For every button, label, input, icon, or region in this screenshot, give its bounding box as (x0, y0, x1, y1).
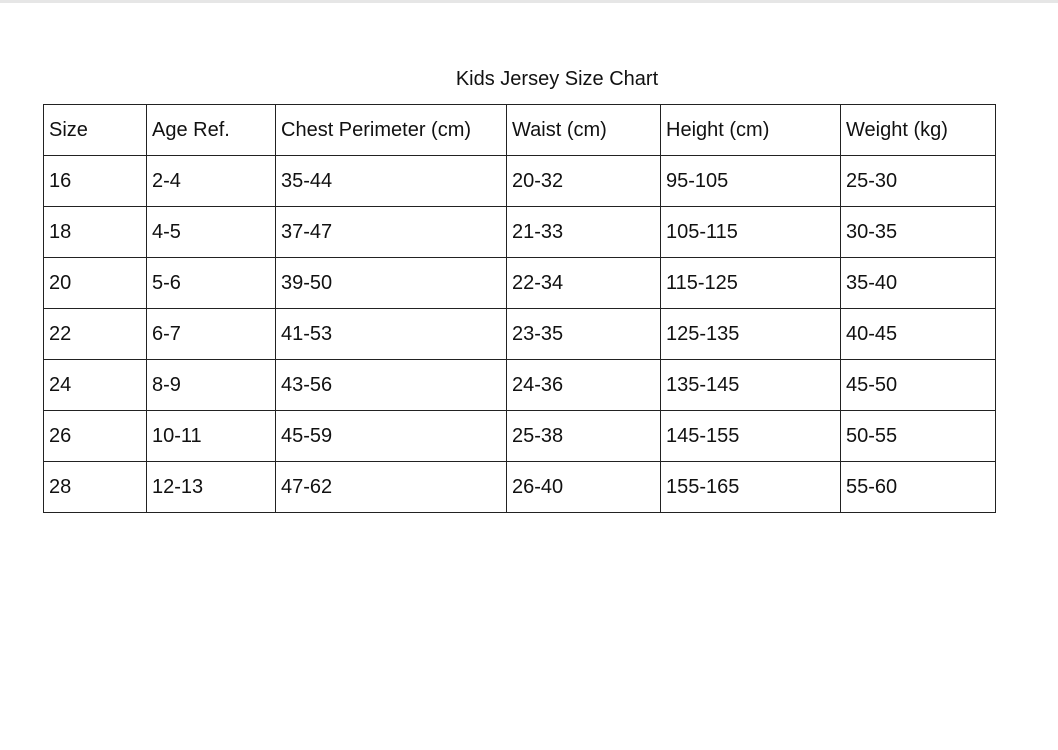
cell-weight: 30-35 (841, 207, 996, 258)
cell-waist: 20-32 (507, 156, 661, 207)
table-row (44, 258, 996, 309)
header-age-ref: Age Ref. (147, 105, 276, 156)
cell-chest-perimeter: 45-59 (276, 411, 507, 462)
cell-chest-perimeter: 41-53 (276, 309, 507, 360)
cell-chest-perimeter: 37-47 (276, 207, 507, 258)
cell-height: 135-145 (661, 360, 841, 411)
top-divider (0, 0, 1058, 3)
page-title: Kids Jersey Size Chart (455, 68, 659, 90)
header-size: Size (44, 105, 147, 156)
cell-age-ref: 8-9 (147, 360, 276, 411)
cell-chest-perimeter: 47-62 (276, 462, 507, 513)
table-row (44, 360, 996, 411)
cell-weight: 25-30 (841, 156, 996, 207)
cell-size: 16 (44, 156, 147, 207)
cell-waist: 22-34 (507, 258, 661, 309)
cell-size: 28 (44, 462, 147, 513)
table-row (44, 462, 996, 513)
cell-weight: 35-40 (841, 258, 996, 309)
cell-waist: 25-38 (507, 411, 661, 462)
cell-waist: 21-33 (507, 207, 661, 258)
cell-waist: 26-40 (507, 462, 661, 513)
cell-weight: 40-45 (841, 309, 996, 360)
table-row (44, 156, 996, 207)
cell-height: 125-135 (661, 309, 841, 360)
cell-height: 155-165 (661, 462, 841, 513)
table-row (44, 309, 996, 360)
cell-waist: 24-36 (507, 360, 661, 411)
cell-size: 18 (44, 207, 147, 258)
cell-height: 145-155 (661, 411, 841, 462)
header-chest-perimeter: Chest Perimeter (cm) (276, 105, 507, 156)
cell-size: 24 (44, 360, 147, 411)
cell-age-ref: 2-4 (147, 156, 276, 207)
cell-weight: 45-50 (841, 360, 996, 411)
cell-age-ref: 5-6 (147, 258, 276, 309)
cell-chest-perimeter: 43-56 (276, 360, 507, 411)
cell-age-ref: 4-5 (147, 207, 276, 258)
cell-size: 22 (44, 309, 147, 360)
table-row (44, 411, 996, 462)
cell-weight: 50-55 (841, 411, 996, 462)
header-waist: Waist (cm) (507, 105, 661, 156)
cell-waist: 23-35 (507, 309, 661, 360)
size-chart-table (43, 104, 996, 513)
table-row (44, 207, 996, 258)
cell-age-ref: 12-13 (147, 462, 276, 513)
cell-height: 95-105 (661, 156, 841, 207)
cell-size: 26 (44, 411, 147, 462)
header-weight: Weight (kg) (841, 105, 996, 156)
cell-height: 105-115 (661, 207, 841, 258)
header-height: Height (cm) (661, 105, 841, 156)
cell-age-ref: 10-11 (147, 411, 276, 462)
cell-height: 115-125 (661, 258, 841, 309)
cell-size: 20 (44, 258, 147, 309)
cell-age-ref: 6-7 (147, 309, 276, 360)
cell-weight: 55-60 (841, 462, 996, 513)
cell-chest-perimeter: 39-50 (276, 258, 507, 309)
table-header-row (44, 105, 996, 156)
cell-chest-perimeter: 35-44 (276, 156, 507, 207)
